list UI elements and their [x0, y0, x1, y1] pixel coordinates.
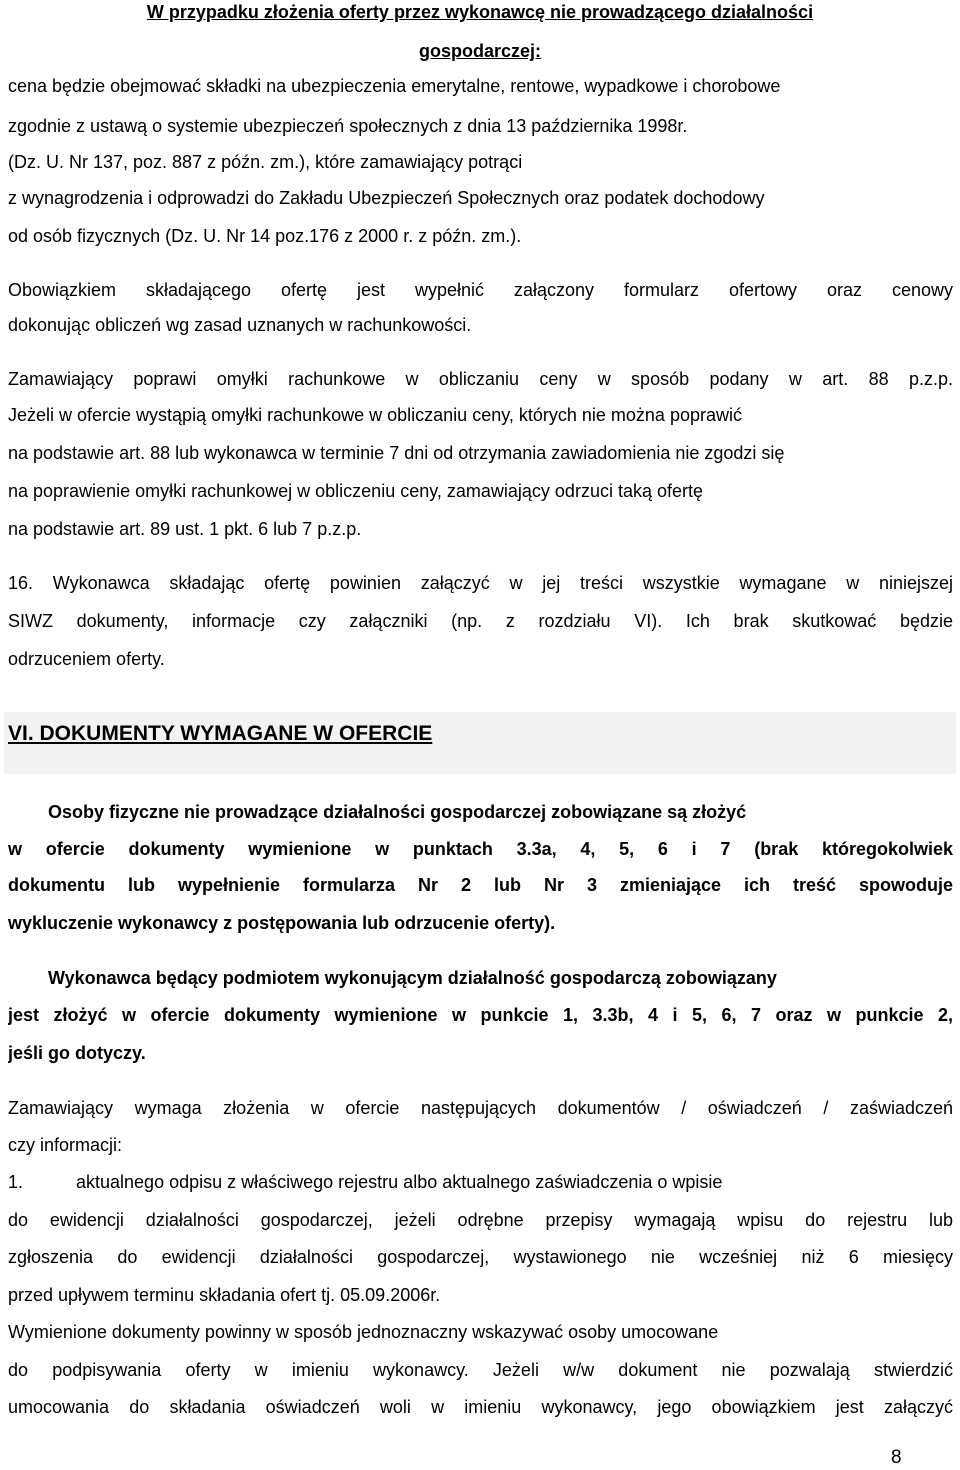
bold-para1-line-1: Osoby fizyczne nie prowadzące działalności gospodarczej zobowiązane są złożyć	[48, 802, 747, 822]
list-item-number: 1.	[8, 1172, 24, 1192]
para3-line-1: Zamawiający poprawi omyłki rachunkowe w obliczaniu ceny w sposób podany w art. 88 p.z.p.	[8, 369, 953, 389]
list-item-line-2: do ewidencji działalności gospodarczej, jeżeli odrębne przepisy wymagają wpisu do rejestru lub	[8, 1210, 953, 1230]
para2-line-1: Obowiązkiem składającego ofertę jest wypełnić załączony formularz ofertowy oraz cenowy	[8, 280, 953, 300]
para3-line-3: na podstawie art. 88 lub wykonawca w terminie 7 dni od otrzymania zawiadomienia nie zgodzi się	[8, 443, 785, 463]
bold-para1-line-4: wykluczenie wykonawcy z postępowania lub odrzucenie oferty).	[8, 913, 556, 933]
heading-line-1: W przypadku złożenia oferty przez wykonawcę nie prowadzącego działalności	[146, 2, 814, 22]
section-title: VI. DOKUMENTY WYMAGANE W OFERCIE	[8, 722, 433, 745]
para6-line-3: umocowania do składania oświadczeń woli w imieniu wykonawcy, jego obowiązkiem jest załączyć	[8, 1397, 953, 1417]
heading-line-2: gospodarczej:	[418, 41, 542, 61]
list-item-line-4: przed upływem terminu składania ofert tj. 05.09.2006r.	[8, 1285, 441, 1305]
para1-line-3: (Dz. U. Nr 137, poz. 887 z późn. zm.), które zamawiający potrąci	[8, 152, 523, 172]
para5-line-2: czy informacji:	[8, 1135, 123, 1155]
bold-para2-line-3: jeśli go dotyczy.	[8, 1043, 146, 1063]
para1-line-5: od osób fizycznych (Dz. U. Nr 14 poz.176 z 2000 r. z późn. zm.).	[8, 226, 522, 246]
para4-line-3: odrzuceniem oferty.	[8, 649, 165, 669]
para4-line-1: 16. Wykonawca składając ofertę powinien załączyć w jej treści wszystkie wymagane w niniejszej	[8, 573, 953, 593]
para4-line-2: SIWZ dokumenty, informacje czy załączniki (np. z rozdziału VI). Ich brak skutkować będzie	[8, 611, 953, 631]
para1-line-4: z wynagrodzenia i odprowadzi do Zakładu Ubezpieczeń Społecznych oraz podatek dochodowy	[8, 188, 765, 208]
list-item-line-3: zgłoszenia do ewidencji działalności gospodarczej, wystawionego nie wcześniej niż 6 miesięcy	[8, 1247, 953, 1267]
para2-line-2: dokonując obliczeń wg zasad uznanych w rachunkowości.	[8, 315, 472, 335]
bold-para1-line-2: w ofercie dokumenty wymienione w punktach 3.3a, 4, 5, 6 i 7 (brak któregokolwiek	[8, 839, 953, 859]
para5-line-1: Zamawiający wymaga złożenia w ofercie następujących dokumentów / oświadczeń / zaświadczeń	[8, 1098, 953, 1118]
page-number: 8	[891, 1447, 902, 1468]
para3-line-2: Jeżeli w ofercie wystąpią omyłki rachunkowe w obliczaniu ceny, których nie można poprawić	[8, 405, 742, 425]
para1-line-1: cena będzie obejmować składki na ubezpieczenia emerytalne, rentowe, wypadkowe i chorobowe	[8, 76, 781, 96]
para3-line-4: na poprawienie omyłki rachunkowej w obliczeniu ceny, zamawiający odrzuci taką ofertę	[8, 481, 704, 501]
para3-line-5: na podstawie art. 89 ust. 1 pkt. 6 lub 7 p.z.p.	[8, 519, 362, 539]
bold-para2-line-2: jest złożyć w ofercie dokumenty wymienione w punkcie 1, 3.3b, 4 i 5, 6, 7 oraz w punkcie 2,	[8, 1005, 953, 1025]
para6-line-2: do podpisywania oferty w imieniu wykonawcy. Jeżeli w/w dokument nie pozwalają stwierdzić	[8, 1360, 953, 1380]
para6-line-1: Wymienione dokumenty powinny w sposób jednoznaczny wskazywać osoby umocowane	[8, 1322, 719, 1342]
para1-line-2: zgodnie z ustawą o systemie ubezpieczeń społecznych z dnia 13 października 1998r.	[8, 116, 688, 136]
bold-para1-line-3: dokumentu lub wypełnienie formularza Nr 2 lub Nr 3 zmieniające ich treść spowoduje	[8, 875, 953, 895]
bold-para2-line-1: Wykonawca będący podmiotem wykonującym działalność gospodarczą zobowiązany	[48, 968, 777, 988]
list-item-first-line: aktualnego odpisu z właściwego rejestru albo aktualnego zaświadczenia o wpisie	[76, 1172, 723, 1192]
